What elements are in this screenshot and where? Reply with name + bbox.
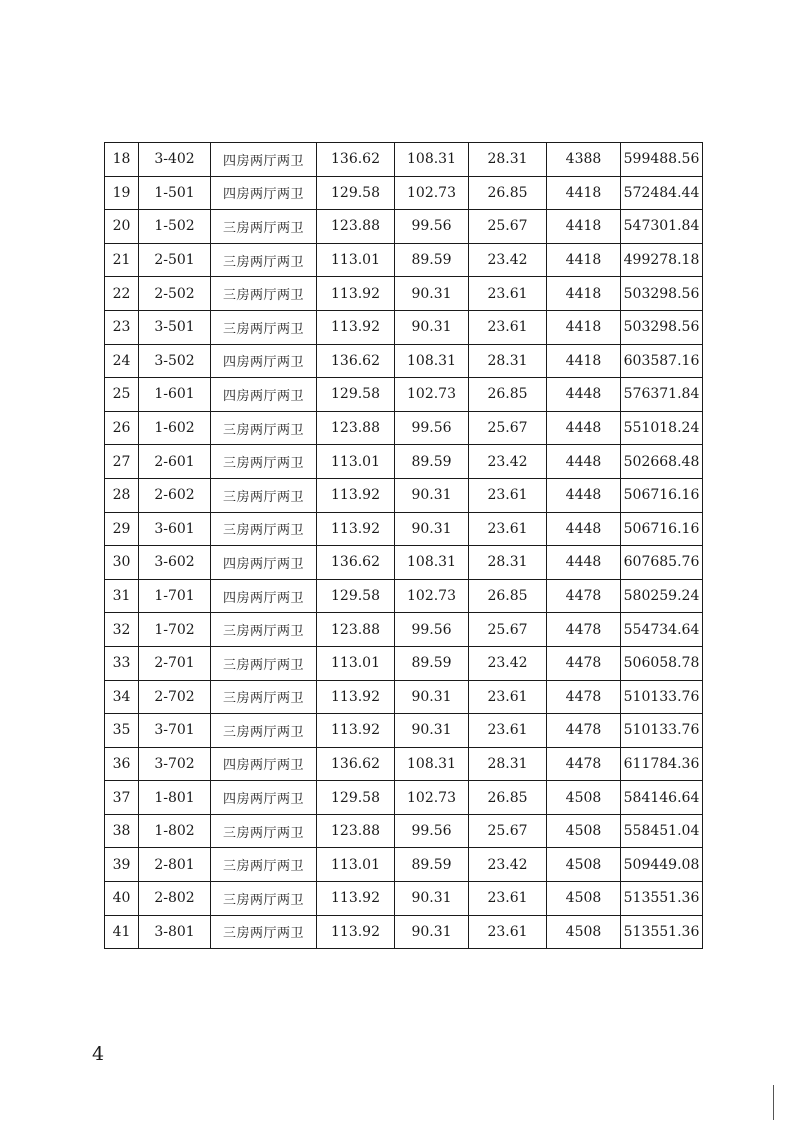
row-index: 27 (105, 445, 139, 479)
table-row (105, 176, 703, 210)
row-index: 20 (105, 210, 139, 244)
unit-price: 4508 (547, 781, 621, 815)
gross-area: 113.92 (317, 512, 395, 546)
table-row (105, 210, 703, 244)
inner-area: 90.31 (395, 512, 469, 546)
unit-type: 三房两厅两卫 (211, 310, 317, 344)
row-index: 32 (105, 613, 139, 647)
gross-area: 129.58 (317, 579, 395, 613)
gross-area: 129.58 (317, 378, 395, 412)
row-index: 19 (105, 176, 139, 210)
unit-number: 1-702 (139, 613, 211, 647)
unit-type: 三房两厅两卫 (211, 915, 317, 949)
shared-area: 23.42 (469, 445, 547, 479)
unit-price: 4478 (547, 646, 621, 680)
gross-area: 123.88 (317, 613, 395, 647)
table-row (105, 243, 703, 277)
unit-price: 4448 (547, 378, 621, 412)
unit-price: 4478 (547, 579, 621, 613)
gross-area: 136.62 (317, 143, 395, 177)
unit-number: 3-501 (139, 310, 211, 344)
row-index: 35 (105, 714, 139, 748)
inner-area: 108.31 (395, 344, 469, 378)
unit-number: 3-701 (139, 714, 211, 748)
unit-price: 4448 (547, 445, 621, 479)
inner-area: 90.31 (395, 478, 469, 512)
shared-area: 26.85 (469, 579, 547, 613)
page-number: 4 (92, 1043, 105, 1065)
total-price: 576371.84 (621, 378, 703, 412)
row-index: 24 (105, 344, 139, 378)
inner-area: 108.31 (395, 546, 469, 580)
total-price: 580259.24 (621, 579, 703, 613)
inner-area: 102.73 (395, 579, 469, 613)
unit-price: 4418 (547, 310, 621, 344)
unit-type: 三房两厅两卫 (211, 277, 317, 311)
gross-area: 113.92 (317, 680, 395, 714)
inner-area: 102.73 (395, 781, 469, 815)
unit-price: 4418 (547, 344, 621, 378)
table-row (105, 310, 703, 344)
table-row (105, 882, 703, 916)
row-index: 40 (105, 882, 139, 916)
unit-type: 四房两厅两卫 (211, 546, 317, 580)
inner-area: 99.56 (395, 814, 469, 848)
total-price: 499278.18 (621, 243, 703, 277)
gross-area: 113.01 (317, 646, 395, 680)
unit-price: 4448 (547, 546, 621, 580)
table-row (105, 344, 703, 378)
gross-area: 123.88 (317, 210, 395, 244)
shared-area: 23.61 (469, 915, 547, 949)
shared-area: 25.67 (469, 613, 547, 647)
shared-area: 25.67 (469, 411, 547, 445)
unit-number: 3-602 (139, 546, 211, 580)
shared-area: 23.61 (469, 680, 547, 714)
total-price: 584146.64 (621, 781, 703, 815)
unit-number: 3-402 (139, 143, 211, 177)
unit-number: 2-801 (139, 848, 211, 882)
unit-price: 4478 (547, 747, 621, 781)
unit-price: 4418 (547, 277, 621, 311)
unit-type: 四房两厅两卫 (211, 781, 317, 815)
shared-area: 23.61 (469, 277, 547, 311)
unit-price-table (104, 142, 703, 949)
shared-area: 23.42 (469, 243, 547, 277)
row-index: 41 (105, 915, 139, 949)
total-price: 607685.76 (621, 546, 703, 580)
table-row (105, 411, 703, 445)
total-price: 503298.56 (621, 310, 703, 344)
row-index: 30 (105, 546, 139, 580)
inner-area: 108.31 (395, 143, 469, 177)
shared-area: 28.31 (469, 143, 547, 177)
table-row (105, 747, 703, 781)
shared-area: 26.85 (469, 176, 547, 210)
table-body (105, 143, 703, 949)
total-price: 554734.64 (621, 613, 703, 647)
total-price: 572484.44 (621, 176, 703, 210)
table-row (105, 714, 703, 748)
unit-type: 三房两厅两卫 (211, 243, 317, 277)
shared-area: 23.61 (469, 714, 547, 748)
shared-area: 25.67 (469, 814, 547, 848)
total-price: 503298.56 (621, 277, 703, 311)
unit-type: 四房两厅两卫 (211, 176, 317, 210)
gross-area: 123.88 (317, 411, 395, 445)
unit-price: 4448 (547, 411, 621, 445)
unit-type: 四房两厅两卫 (211, 344, 317, 378)
shared-area: 28.31 (469, 546, 547, 580)
gross-area: 129.58 (317, 176, 395, 210)
row-index: 18 (105, 143, 139, 177)
row-index: 22 (105, 277, 139, 311)
inner-area: 102.73 (395, 176, 469, 210)
row-index: 33 (105, 646, 139, 680)
total-price: 558451.04 (621, 814, 703, 848)
unit-number: 2-501 (139, 243, 211, 277)
unit-number: 2-702 (139, 680, 211, 714)
table-row (105, 915, 703, 949)
inner-area: 89.59 (395, 848, 469, 882)
table-row (105, 512, 703, 546)
unit-number: 2-601 (139, 445, 211, 479)
unit-type: 四房两厅两卫 (211, 579, 317, 613)
gross-area: 113.92 (317, 310, 395, 344)
unit-price: 4448 (547, 512, 621, 546)
total-price: 502668.48 (621, 445, 703, 479)
row-index: 28 (105, 478, 139, 512)
inner-area: 108.31 (395, 747, 469, 781)
gross-area: 113.92 (317, 915, 395, 949)
unit-price: 4508 (547, 882, 621, 916)
total-price: 603587.16 (621, 344, 703, 378)
gross-area: 113.01 (317, 445, 395, 479)
table-row (105, 814, 703, 848)
gross-area: 136.62 (317, 546, 395, 580)
gross-area: 113.92 (317, 882, 395, 916)
row-index: 34 (105, 680, 139, 714)
unit-type: 三房两厅两卫 (211, 613, 317, 647)
unit-number: 1-502 (139, 210, 211, 244)
gross-area: 136.62 (317, 344, 395, 378)
unit-number: 2-802 (139, 882, 211, 916)
row-index: 25 (105, 378, 139, 412)
unit-type: 三房两厅两卫 (211, 714, 317, 748)
inner-area: 89.59 (395, 243, 469, 277)
inner-area: 90.31 (395, 714, 469, 748)
table-row (105, 848, 703, 882)
inner-area: 102.73 (395, 378, 469, 412)
total-price: 611784.36 (621, 747, 703, 781)
unit-number: 3-801 (139, 915, 211, 949)
total-price: 551018.24 (621, 411, 703, 445)
unit-price: 4448 (547, 478, 621, 512)
unit-price: 4508 (547, 814, 621, 848)
total-price: 547301.84 (621, 210, 703, 244)
total-price: 599488.56 (621, 143, 703, 177)
unit-number: 1-701 (139, 579, 211, 613)
inner-area: 89.59 (395, 445, 469, 479)
unit-number: 3-601 (139, 512, 211, 546)
unit-type: 三房两厅两卫 (211, 411, 317, 445)
unit-type: 三房两厅两卫 (211, 848, 317, 882)
gross-area: 136.62 (317, 747, 395, 781)
row-index: 26 (105, 411, 139, 445)
unit-number: 3-702 (139, 747, 211, 781)
gross-area: 113.92 (317, 478, 395, 512)
unit-type: 三房两厅两卫 (211, 814, 317, 848)
shared-area: 23.42 (469, 848, 547, 882)
inner-area: 99.56 (395, 411, 469, 445)
unit-type: 三房两厅两卫 (211, 512, 317, 546)
unit-number: 1-501 (139, 176, 211, 210)
table-row (105, 378, 703, 412)
inner-area: 89.59 (395, 646, 469, 680)
unit-number: 2-602 (139, 478, 211, 512)
unit-type: 三房两厅两卫 (211, 478, 317, 512)
row-index: 31 (105, 579, 139, 613)
gross-area: 113.01 (317, 848, 395, 882)
unit-type: 三房两厅两卫 (211, 680, 317, 714)
table-row (105, 680, 703, 714)
gross-area: 113.01 (317, 243, 395, 277)
row-index: 39 (105, 848, 139, 882)
unit-price: 4508 (547, 915, 621, 949)
inner-area: 90.31 (395, 915, 469, 949)
unit-type: 四房两厅两卫 (211, 747, 317, 781)
row-index: 23 (105, 310, 139, 344)
table-row (105, 646, 703, 680)
row-index: 21 (105, 243, 139, 277)
unit-type: 三房两厅两卫 (211, 882, 317, 916)
unit-type: 四房两厅两卫 (211, 378, 317, 412)
unit-type: 四房两厅两卫 (211, 143, 317, 177)
unit-number: 2-502 (139, 277, 211, 311)
unit-price: 4418 (547, 176, 621, 210)
unit-number: 1-602 (139, 411, 211, 445)
gross-area: 113.92 (317, 714, 395, 748)
unit-price: 4478 (547, 613, 621, 647)
table-row (105, 478, 703, 512)
row-index: 38 (105, 814, 139, 848)
shared-area: 28.31 (469, 747, 547, 781)
gross-area: 113.92 (317, 277, 395, 311)
shared-area: 25.67 (469, 210, 547, 244)
gross-area: 129.58 (317, 781, 395, 815)
table-row (105, 579, 703, 613)
shared-area: 23.61 (469, 310, 547, 344)
unit-type: 三房两厅两卫 (211, 445, 317, 479)
total-price: 510133.76 (621, 680, 703, 714)
inner-area: 99.56 (395, 613, 469, 647)
shared-area: 23.42 (469, 646, 547, 680)
total-price: 510133.76 (621, 714, 703, 748)
table-row (105, 546, 703, 580)
unit-price: 4418 (547, 210, 621, 244)
unit-type: 三房两厅两卫 (211, 210, 317, 244)
total-price: 506716.16 (621, 512, 703, 546)
scan-edge-line (773, 1085, 774, 1120)
table-row (105, 781, 703, 815)
unit-number: 2-701 (139, 646, 211, 680)
shared-area: 23.61 (469, 882, 547, 916)
inner-area: 90.31 (395, 310, 469, 344)
total-price: 506716.16 (621, 478, 703, 512)
unit-type: 三房两厅两卫 (211, 646, 317, 680)
unit-number: 1-801 (139, 781, 211, 815)
table-row (105, 445, 703, 479)
inner-area: 90.31 (395, 680, 469, 714)
inner-area: 90.31 (395, 882, 469, 916)
unit-price: 4418 (547, 243, 621, 277)
unit-price: 4478 (547, 714, 621, 748)
unit-number: 3-502 (139, 344, 211, 378)
gross-area: 123.88 (317, 814, 395, 848)
total-price: 509449.08 (621, 848, 703, 882)
row-index: 29 (105, 512, 139, 546)
unit-price: 4478 (547, 680, 621, 714)
table-row (105, 277, 703, 311)
unit-number: 1-601 (139, 378, 211, 412)
total-price: 513551.36 (621, 915, 703, 949)
unit-number: 1-802 (139, 814, 211, 848)
row-index: 37 (105, 781, 139, 815)
inner-area: 99.56 (395, 210, 469, 244)
table-row (105, 143, 703, 177)
shared-area: 28.31 (469, 344, 547, 378)
table-row (105, 613, 703, 647)
inner-area: 90.31 (395, 277, 469, 311)
row-index: 36 (105, 747, 139, 781)
shared-area: 23.61 (469, 478, 547, 512)
shared-area: 26.85 (469, 781, 547, 815)
total-price: 513551.36 (621, 882, 703, 916)
shared-area: 23.61 (469, 512, 547, 546)
unit-price: 4508 (547, 848, 621, 882)
total-price: 506058.78 (621, 646, 703, 680)
unit-price: 4388 (547, 143, 621, 177)
shared-area: 26.85 (469, 378, 547, 412)
